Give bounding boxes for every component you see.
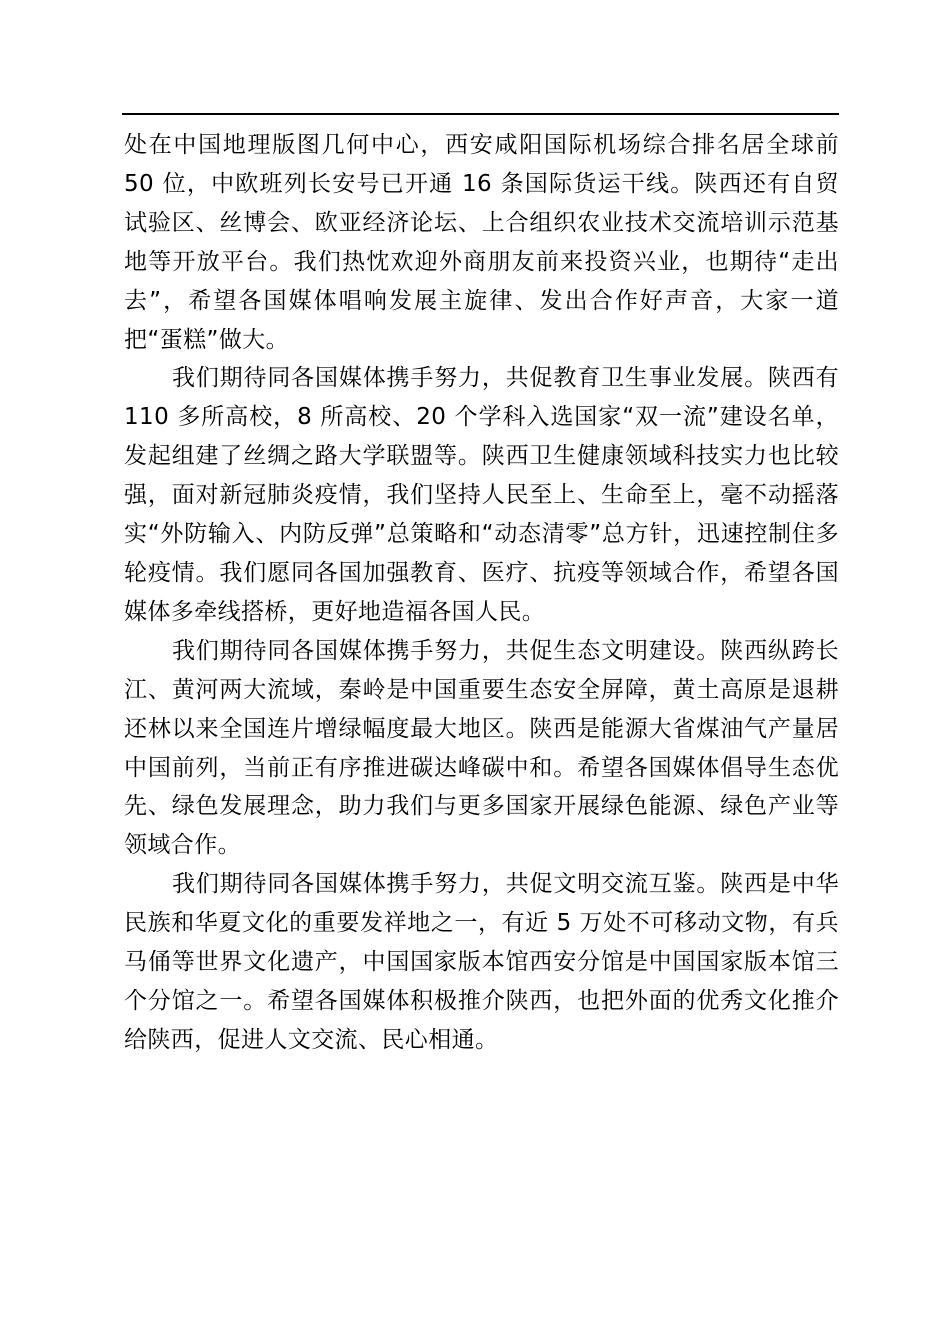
paragraph-ecology: 我们期待同各国媒体携手努力，共促生态文明建设。陕西纵跨长江、黄河两大流域，秦岭是中国重要生态安全屏障，黄土高原是退耕还林以来全国连片增绿幅度最大地区。陕西是能源大省煤油气产量居中国前列，当前正有序推进碳达峰碳中和。希望各国媒体倡导生态优先、绿色发展理念，助力我们与更多国家开展绿色能源、绿色产业等领域合作。 xyxy=(124,637,839,859)
document-body xyxy=(124,126,839,1060)
paragraph-openness: 处在中国地理版图几何中心，西安咸阳国际机场综合排名居全球前 50 位，中欧班列长安号已开通 16 条国际货运干线。陕西还有自贸试验区、丝博会、欧亚经济论坛、上合组织农业技术交流培训示范基地等开放平台。我们热忱欢迎外商朋友前来投资兴业，也期待“走出去”，希望各国媒体唱响发展主旋律、发出合作好声音，大家一道把“蛋糕”做大。 xyxy=(124,132,839,353)
header-divider xyxy=(122,113,839,115)
paragraph-culture: 我们期待同各国媒体携手努力，共促文明交流互鉴。陕西是中华民族和华夏文化的重要发祥地之一，有近 5 万处不可移动文物，有兵马俑等世界文化遗产，中国国家版本馆西安分馆是中国国家版本馆三个分馆之一。希望各国媒体积极推介陕西，也把外面的优秀文化推介给陕西，促进人文交流、民心相通。 xyxy=(124,871,839,1053)
paragraph-education-health: 我们期待同各国媒体携手努力，共促教育卫生事业发展。陕西有 110 多所高校，8 所高校、20 个学科入选国家“双一流”建设名单，发起组建了丝绸之路大学联盟等。陕西卫生健康领域科技实力也比较强，面对新冠肺炎疫情，我们坚持人民至上、生命至上，毫不动摇落实“外防输入、内防反弹”总策略和“动态清零”总方针，迅速控制住多轮疫情。我们愿同各国加强教育、医疗、抗疫等领域合作，希望各国媒体多牵线搭桥，更好地造福各国人民。 xyxy=(124,365,839,625)
